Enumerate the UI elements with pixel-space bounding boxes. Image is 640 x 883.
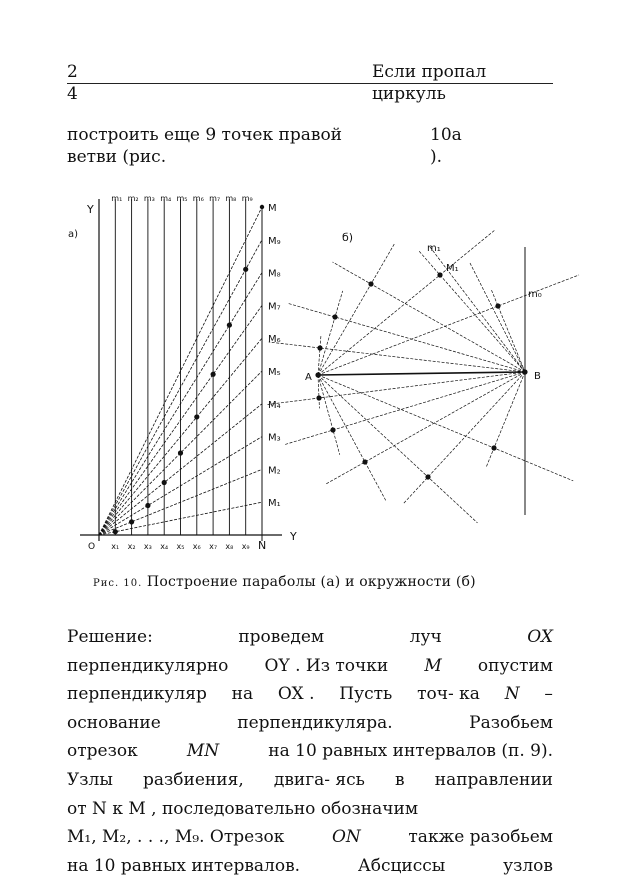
paragraph-line: от N к M , последовательно обозначим <box>67 798 419 819</box>
top-label-m7: m₇ <box>209 194 221 203</box>
paragraph-line: перпендикуляр на OX . Пусть точ- ка N – <box>67 684 553 705</box>
top-label-m4: m₄ <box>160 194 172 203</box>
m-point-label: M₃ <box>268 432 281 444</box>
figure-caption: Рис. 10. Построение параболы (а) и окружности (б) <box>93 574 476 590</box>
parabola-point <box>145 503 150 508</box>
ray-from-b <box>269 342 525 372</box>
circle-point <box>368 281 373 286</box>
circle-point <box>362 459 367 464</box>
y-axis-label: Y <box>87 203 94 216</box>
circle-point <box>491 445 496 450</box>
parabola-construction <box>80 194 282 551</box>
figure-10 <box>0 185 640 565</box>
ray-from-a <box>318 375 386 501</box>
ray-from-a <box>318 243 395 375</box>
header-rule <box>67 83 553 84</box>
m-point-label: M₁ <box>268 498 281 510</box>
m-point-label: M₆ <box>268 334 281 346</box>
parabola-point <box>194 414 199 419</box>
m-point-label: M₄ <box>268 399 281 411</box>
m-point-label: M₂ <box>268 465 281 477</box>
x-tick-label: x₇ <box>209 542 218 551</box>
origin-label: O <box>88 542 96 552</box>
top-label-m1: m₁ <box>111 194 123 203</box>
x-tick-label: x₃ <box>143 542 152 551</box>
paragraph-line: на 10 равных интервалов. Абсциссы узлов <box>67 855 553 876</box>
ray-from-b <box>325 372 525 485</box>
top-label-m5: m₅ <box>176 194 188 203</box>
x-tick-label: x₁ <box>111 542 120 551</box>
circle-point <box>316 395 321 400</box>
parabola-point <box>243 267 248 272</box>
paragraph-line: Узлы разбиения, двига- ясь в направлении <box>67 769 553 790</box>
parabola-point <box>129 519 134 524</box>
x-tick-label: x₂ <box>127 542 136 551</box>
x-tick-label: x₄ <box>160 542 169 551</box>
top-label-m3: m₃ <box>143 194 155 203</box>
paragraph-line: отрезок MN на 10 равных интервалов (п. 9). <box>67 741 553 762</box>
ray-from-b <box>470 263 525 372</box>
paragraph-line: Решение: проведем луч OX <box>67 627 553 647</box>
n-label: N <box>258 539 267 552</box>
m0-label: m₀ <box>528 289 542 300</box>
paragraph-line: M₁, M₂, . . ., M₉. Отрезок ON также разобьем <box>67 827 553 848</box>
x-tick-label: x₆ <box>192 542 201 551</box>
ray-from-b <box>404 372 525 503</box>
m-point-label: M₅ <box>268 367 281 378</box>
parabola-point <box>227 322 232 327</box>
x-tick-label: x₉ <box>241 542 250 551</box>
point-a <box>315 372 320 377</box>
m1-line-label: m₁ <box>427 243 441 254</box>
circle-point <box>317 345 322 350</box>
circle-construction <box>268 230 580 523</box>
point-m <box>260 205 264 209</box>
parabola-point <box>178 450 183 455</box>
paragraph-line: основание перпендикуляра. Разобьем <box>67 712 553 733</box>
ray-from-b <box>419 251 525 372</box>
running-title: Если пропал циркуль <box>372 62 487 104</box>
x-tick-label: x₅ <box>176 542 185 551</box>
ray-from-a <box>318 375 573 481</box>
m1-point-label: M₁ <box>446 263 459 274</box>
panel-a-label: а) <box>68 229 79 240</box>
point-b-label: B <box>534 371 541 382</box>
point-a-label: A <box>305 372 312 383</box>
top-label-m9: m₉ <box>241 194 253 203</box>
m-point-label: M <box>268 203 277 214</box>
circle-point <box>495 303 500 308</box>
circle-point <box>437 272 442 277</box>
ray-from-a <box>318 291 343 375</box>
ray-from-b <box>285 372 525 445</box>
ray-from-a <box>318 230 495 375</box>
page-number: 2 4 <box>67 62 78 104</box>
top-label-m2: m₂ <box>127 194 139 203</box>
circle-point <box>425 474 430 479</box>
y-right-label: Y <box>290 530 297 543</box>
solution-paragraph <box>67 623 553 880</box>
m-point-label: M₇ <box>268 301 281 313</box>
circle-point <box>330 427 335 432</box>
top-label-m8: m₈ <box>225 194 237 203</box>
line-m1 <box>430 247 525 372</box>
m-point-label: M₈ <box>268 268 281 280</box>
intro-figure-ref: 10а ). <box>430 125 462 167</box>
point-b <box>522 369 527 374</box>
top-label-m6: m₆ <box>192 194 204 203</box>
paragraph-line: перпендикулярно OY . Из точки M опустим <box>67 655 553 676</box>
m-point-label: M₉ <box>268 235 281 247</box>
ray-from-b <box>288 303 526 372</box>
segment-ab <box>318 372 525 375</box>
circle-point <box>332 314 337 319</box>
parabola-point <box>162 480 167 485</box>
ray-from-b <box>333 262 526 372</box>
panel-b-label: б) <box>342 231 354 244</box>
x-tick-label: x₈ <box>225 542 234 551</box>
intro-text: построить еще 9 точек правой ветви (рис. <box>67 125 343 167</box>
ray-from-a <box>318 375 340 455</box>
parabola-point <box>211 372 216 377</box>
parabola-point <box>113 529 118 534</box>
